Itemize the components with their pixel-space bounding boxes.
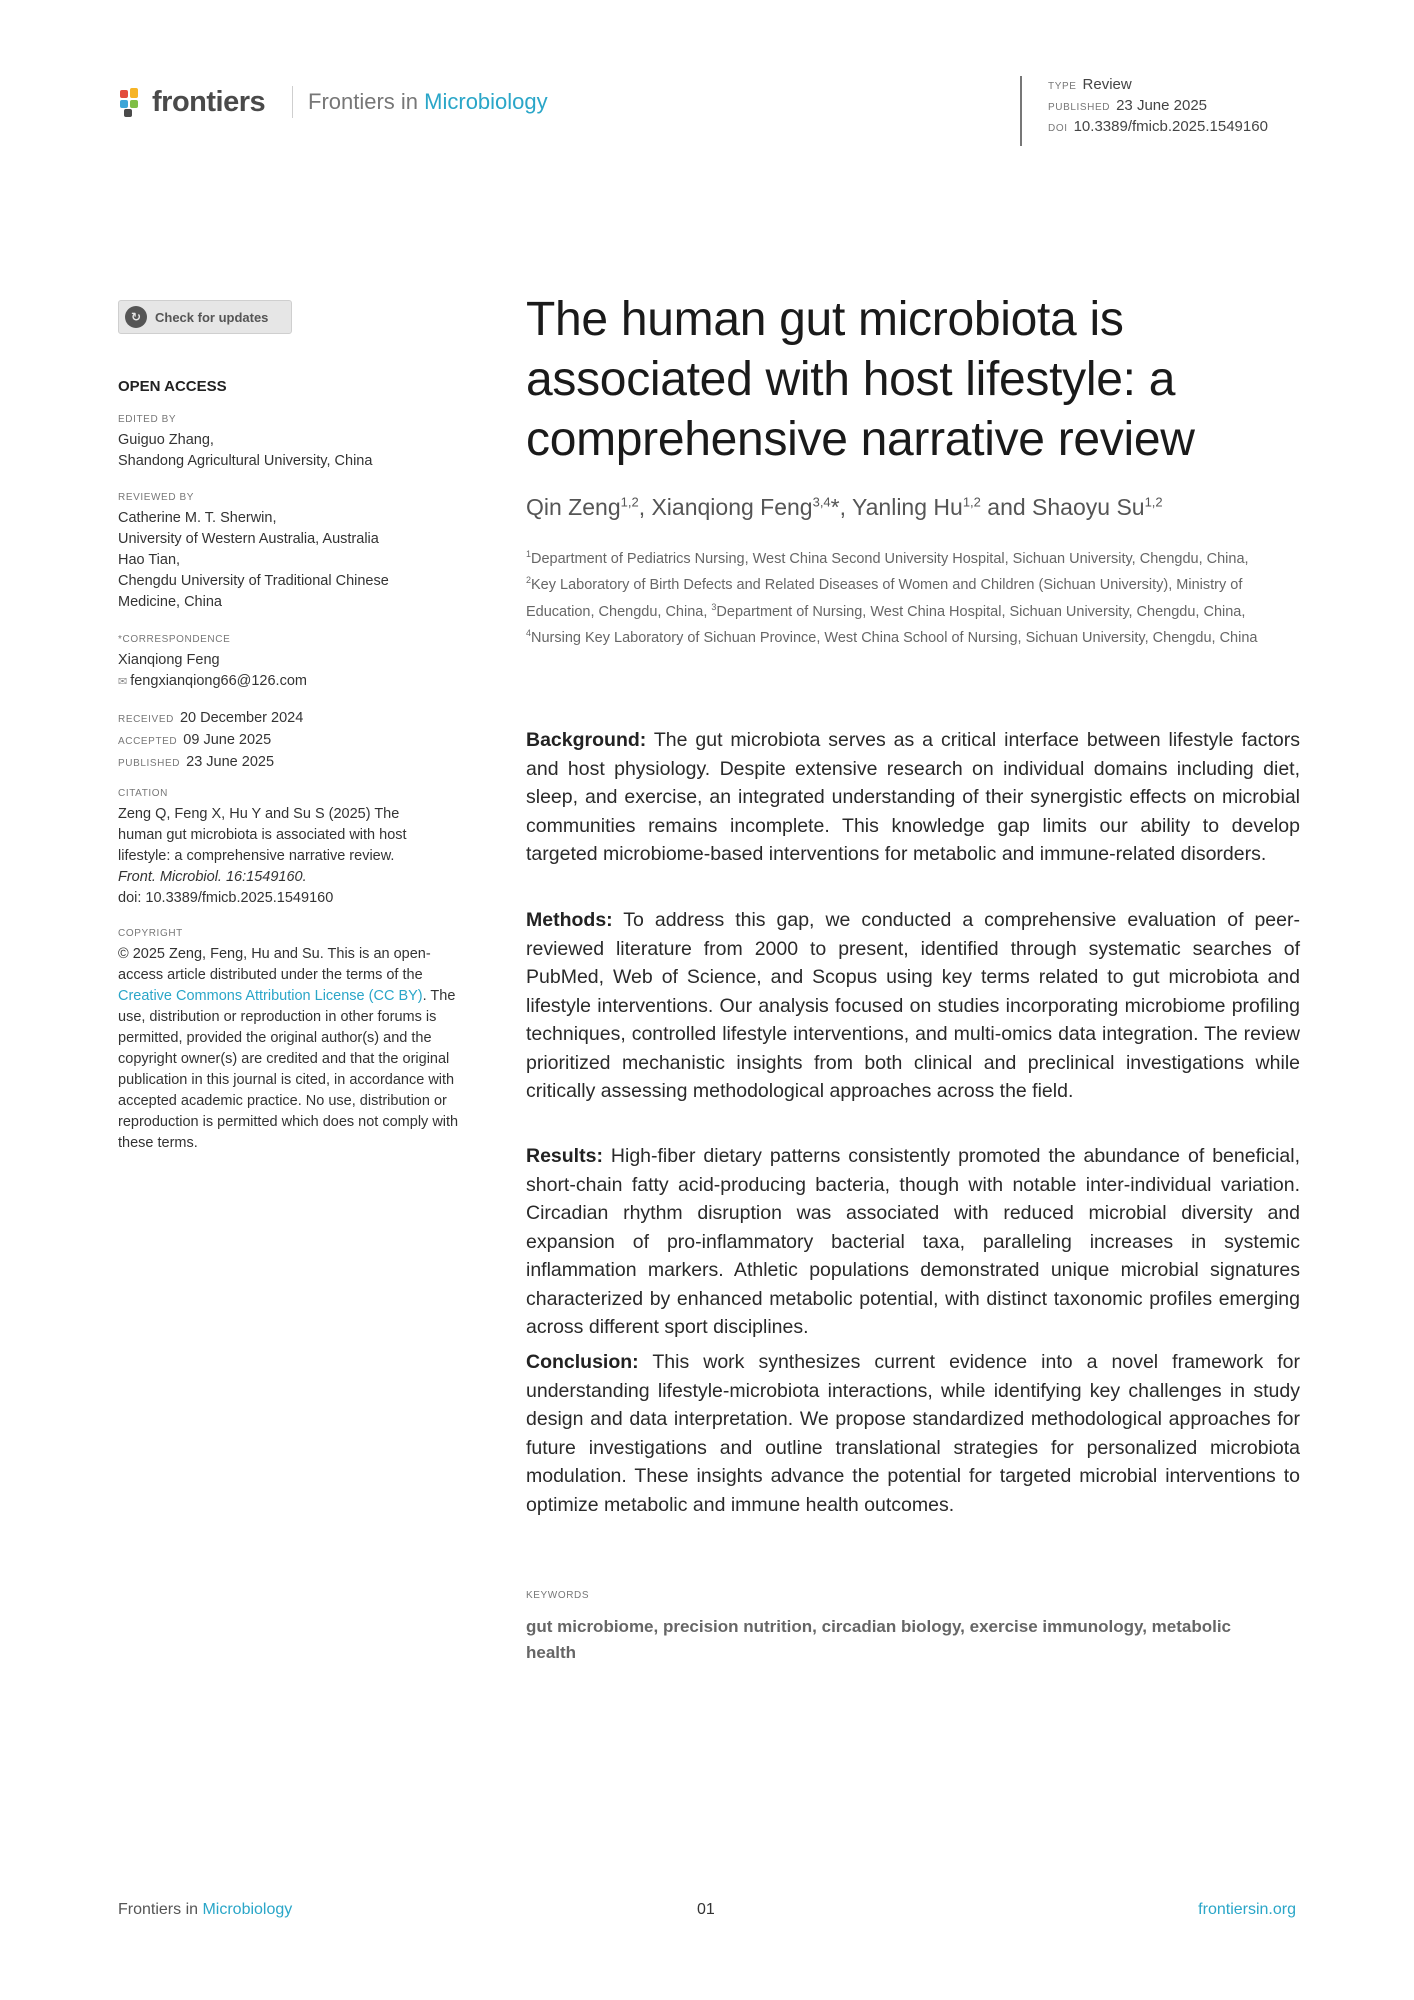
accepted-row [118, 730, 468, 752]
author-name[interactable]: Shaoyu Su [1032, 494, 1145, 520]
citation [118, 786, 468, 909]
article-meta [1020, 76, 1268, 146]
article-title: The human gut microbiota is associated with host lifestyle: a comprehensive narrative review [526, 293, 1195, 466]
affil-text: Nursing Key Laboratory of Sichuan Province, West China School of Nursing, Sichuan University, Chengdu, China [531, 629, 1258, 646]
reviewed-by-line: Hao Tian, [118, 552, 181, 568]
sidebar-published-value: 23 June 2025 [186, 754, 275, 770]
logo-text: frontiers [152, 86, 266, 118]
correspondence-email-row[interactable] [118, 671, 468, 693]
copyright-label: COPYRIGHT [118, 928, 183, 939]
doi-value[interactable]: 10.3389/fmicb.2025.1549160 [1073, 118, 1268, 135]
journal-prefix: Frontiers in [308, 89, 425, 114]
check-updates-icon: ↻ [125, 306, 147, 328]
abstract-results [526, 1142, 1300, 1342]
citation-line: doi: 10.3389/fmicb.2025.1549160 [118, 890, 334, 906]
affiliations [526, 544, 1276, 649]
frontiers-logo[interactable] [118, 86, 265, 119]
reviewed-by-label: REVIEWED BY [118, 492, 195, 503]
affil-sup: 2 [526, 575, 532, 586]
sidebar-published-row [118, 752, 468, 774]
check-for-updates-button[interactable] [118, 300, 292, 334]
edited-by-line: Guiguo Zhang, [118, 432, 214, 448]
author-sep: , [839, 494, 852, 520]
author-sup: 1,2 [1144, 494, 1163, 510]
affil-sup: 3 [711, 601, 717, 612]
accepted-label: ACCEPTED [118, 736, 178, 747]
author-sep: , [638, 494, 652, 520]
methods-text: To address this gap, we conducted a comprehensive evaluation of peer-reviewed literature from 2000 to present, identified through systematic searches of PubMed, Web of Science, and Scopus using key terms related to gut microbiota and lifestyle interventions. Our analysis focused on studies incorporating microbiome profiling techniques, controlled lifestyle interventions, and multi-omics data integration. The review prioritized mechanistic insights from both clinical and preclinical investigations while critically assessing methodological approaches across the field. [526, 909, 1300, 1102]
open-access-label: OPEN ACCESS [118, 378, 227, 395]
author-name[interactable]: Xianqiong Feng [651, 494, 813, 520]
author-name[interactable]: Qin Zeng [526, 494, 621, 520]
author-sep: and [980, 494, 1033, 520]
copyright-part1: © 2025 Zeng, Feng, Hu and Su. This is an open-access article distributed under the terms of the [118, 946, 431, 983]
reviewed-by [118, 490, 468, 613]
corresponding-mark: * [830, 494, 840, 520]
abstract-conclusion [526, 1348, 1300, 1519]
footer-site-link[interactable]: frontiersin.org [1198, 1901, 1296, 1918]
author-name[interactable]: Yanling Hu [852, 494, 963, 520]
correspondence-email[interactable]: fengxianqiong66@126.com [130, 673, 307, 689]
reviewed-by-line: Medicine, China [118, 594, 222, 610]
conclusion-text: This work synthesizes current evidence into a novel framework for understanding lifestyle-microbiota interactions, while identifying key challenges in study design and data interpretation. We propose standardized methodological approaches for future investigations and outline translational strategies for personalized microbiota modulation. These insights advance the potential for targeted microbial interventions to optimize metabolic and immune health outcomes. [526, 1351, 1300, 1516]
edited-by-label: EDITED BY [118, 414, 177, 425]
citation-line: human gut microbiota is associated with host [118, 827, 407, 843]
type-row [1048, 76, 1268, 97]
header-divider [292, 86, 293, 118]
reviewed-by-line: Chengdu University of Traditional Chinese [118, 573, 389, 589]
reviewed-by-line: Catherine M. T. Sherwin, [118, 510, 277, 526]
type-value: Review [1082, 76, 1132, 93]
published-label: PUBLISHED [1048, 102, 1111, 113]
published-value: 23 June 2025 [1116, 97, 1208, 114]
author-sup: 3,4 [812, 494, 831, 510]
affil-text: Key Laboratory of Birth Defects and Related Diseases of Women and Children (Sichuan University), Ministry of Education, Chengdu, China, [526, 577, 1243, 620]
author-list [526, 494, 1346, 521]
footer-journal-accent: Microbiology [202, 1901, 293, 1918]
affil-sup: 4 [526, 627, 532, 638]
page-number: 01 [697, 1901, 715, 1918]
citation-line: lifestyle: a comprehensive narrative review. [118, 848, 395, 864]
affil-text: Department of Nursing, West China Hospital, Sichuan University, Chengdu, China, [716, 603, 1246, 620]
accepted-value: 09 June 2025 [183, 732, 272, 748]
license-link[interactable]: Creative Commons Attribution License (CC BY) [118, 988, 423, 1004]
doi-label: DOI [1048, 123, 1068, 134]
footer-journal-prefix: Frontiers in [118, 1901, 203, 1918]
citation-line: Front. Microbiol. 16:1549160. [118, 869, 307, 885]
copyright-text [118, 944, 466, 1154]
edited-by-line: Shandong Agricultural University, China [118, 453, 373, 469]
affil-sup: 1 [526, 549, 532, 559]
type-label: TYPE [1048, 81, 1077, 92]
abstract-background [526, 726, 1300, 869]
journal-name[interactable] [308, 89, 548, 115]
copyright-part2: . The use, distribution or reproduction in other forums is permitted, provided the original author(s) and the copyright owner(s) are credited and that the original publication in this journal is cited, in accordance with accepted academic practice. No use, distribution or reproduction is permitted which does not comply with these terms. [118, 988, 459, 1151]
methods-heading: Methods: [526, 909, 613, 931]
results-heading: Results: [526, 1145, 603, 1167]
received-label: RECEIVED [118, 714, 174, 725]
keywords: gut microbiome, precision nutrition, circadian biology, exercise immunology, metabolic health [526, 1617, 1232, 1662]
reviewed-by-line: University of Western Australia, Australia [118, 531, 379, 547]
correspondence-name: Xianqiong Feng [118, 652, 220, 668]
correspondence-label: *CORRESPONDENCE [118, 634, 231, 645]
abstract-methods [526, 906, 1300, 1106]
copyright [118, 926, 466, 1154]
citation-line: Zeng Q, Feng X, Hu Y and Su S (2025) The [118, 806, 400, 822]
footer-journal[interactable] [118, 1901, 292, 1919]
affil-text: Department of Pediatrics Nursing, West China Second University Hospital, Sichuan University, Chengdu, China, [531, 550, 1249, 567]
author-sup: 1,2 [620, 494, 639, 510]
doi-row [1048, 118, 1268, 139]
journal-accent: Microbiology [424, 89, 548, 114]
correspondence [118, 632, 468, 693]
received-row [118, 708, 468, 730]
history-dates [118, 708, 468, 774]
published-row [1048, 97, 1268, 118]
sidebar-published-label: PUBLISHED [118, 758, 181, 769]
citation-label: CITATION [118, 788, 168, 799]
email-icon: ✉ [118, 676, 128, 688]
conclusion-heading: Conclusion: [526, 1351, 639, 1373]
edited-by [118, 412, 468, 472]
frontiers-logo-icon [118, 88, 146, 118]
keywords-label: KEYWORDS [526, 1590, 590, 1601]
background-text: The gut microbiota serves as a critical interface between lifestyle factors and host physiology. Despite extensive research on individual domains including diet, sleep, and exercise, an integrated understanding of their synergistic effects on microbial communities remains incomplete. This knowledge gap limits our ability to develop targeted microbiome-based interventions for metabolic and immune-related disorders. [526, 729, 1300, 865]
received-value: 20 December 2024 [179, 710, 304, 726]
check-updates-label: Check for updates [155, 309, 269, 325]
results-text: High-fiber dietary patterns consistently promoted the abundance of beneficial, short-chain fatty acid-producing bacteria, though with notable inter-individual variation. Circadian rhythm disruption was associated with reduced microbial diversity and expansion of pro-inflammatory bacterial taxa, paralleling increases in systemic inflammation markers. Athletic populations demonstrated unique microbial signatures characterized by enhanced metabolic potential, with distinct taxonomic profiles emerging across different sport disciplines. [526, 1145, 1301, 1338]
author-sup: 1,2 [962, 494, 981, 510]
background-heading: Background: [526, 729, 647, 751]
